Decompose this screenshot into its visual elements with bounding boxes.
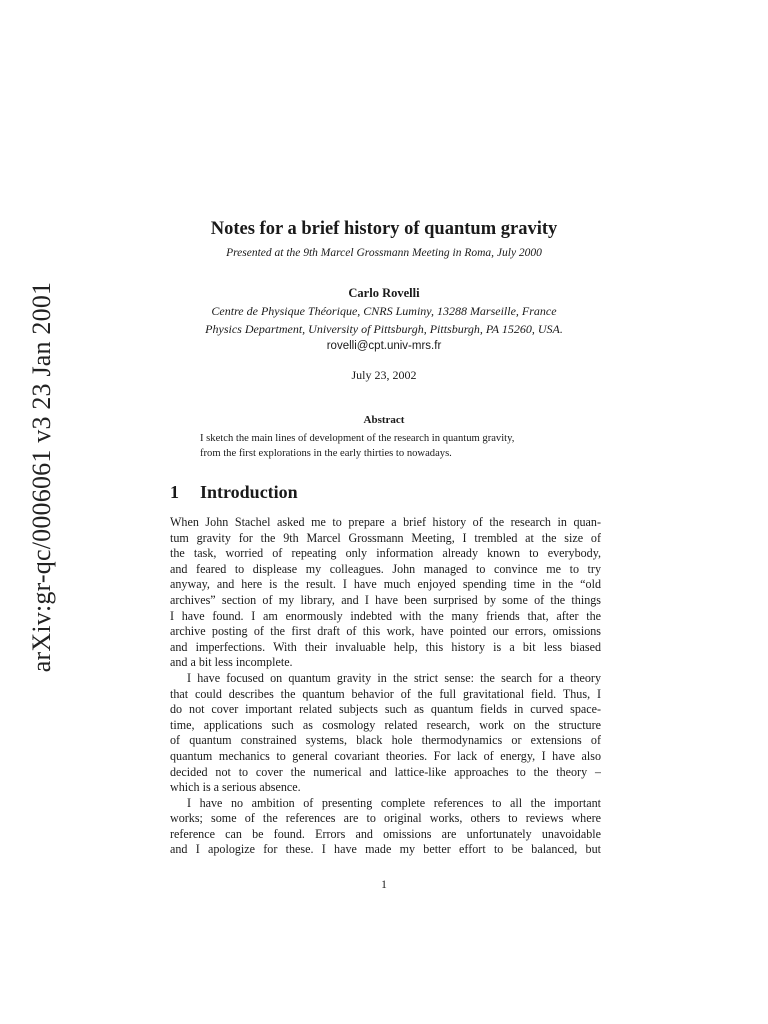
body-line: and a bit less incomplete. xyxy=(170,655,293,670)
body-line: I have no ambition of presenting complete references to all the important xyxy=(187,795,601,810)
body-line: tum gravity for the 9th Marcel Grossmann Meeting, I trembled at the size of xyxy=(170,530,601,545)
body-line: archives” section of my library, and I have been surprised by some of the things xyxy=(170,592,601,607)
author-email: rovelli@cpt.univ-mrs.fr xyxy=(326,340,442,352)
body-line: and feared to displease my colleagues. John managed to convince me to try xyxy=(170,561,601,576)
body-line: and I apologize for these. I have made my better effort to be balanced, but xyxy=(170,842,601,857)
author-affiliation-1: Centre de Physique Théorique, CNRS Luminy, 13288 Marseille, France xyxy=(211,304,557,318)
arxiv-identifier-text: arXiv:gr-qc/0006061 v3 23 Jan 2001 xyxy=(27,281,57,673)
body-line: the task, worried of repeating only information already known to everybody, xyxy=(170,546,601,561)
body-line: time, applications such as cosmology related research, work on the structure xyxy=(170,717,601,732)
body-line: anyway, and here is the result. I have much enjoyed spending time in the “old xyxy=(170,577,601,592)
abstract-line: from the first explorations in the early thirties to nowadays. xyxy=(200,447,452,459)
abstract-body xyxy=(200,432,580,461)
body-line: quantum mechanics to general covariant theories. For lack of energy, I have also xyxy=(170,748,601,763)
body-line: that could describes the quantum behavior of the full gravitational field. Thus, I xyxy=(170,686,601,701)
paper-subtitle: Presented at the 9th Marcel Grossmann Meeting in Roma, July 2000 xyxy=(226,247,542,259)
body-line: I have found. I am enormously indebted with the many friends that, after the xyxy=(170,608,601,623)
abstract-line: I sketch the main lines of development of the research in quantum gravity, xyxy=(200,433,515,444)
body-line: do not cover important related subjects such as quantum fields in curved space- xyxy=(170,702,601,717)
body-line: reference can be found. Errors and omissions are unfortunately unavoidable xyxy=(170,826,601,841)
paper-title: Notes for a brief history of quantum gravity xyxy=(210,219,558,239)
author-affiliation-2: Physics Department, University of Pittsburgh, Pittsburgh, PA 15260, USA. xyxy=(205,322,563,336)
section-number: 1 xyxy=(170,482,179,502)
body-line: When John Stachel asked me to prepare a brief history of the research in quan- xyxy=(170,515,601,529)
body-line: I have focused on quantum gravity in the strict sense: the search for a theory xyxy=(187,670,601,685)
page-number: 1 xyxy=(381,879,387,891)
body-text xyxy=(170,515,601,858)
abstract-heading: Abstract xyxy=(363,414,405,426)
section-title: Introduction xyxy=(200,482,298,502)
body-line: decided not to cover the numerical and lattice-like approaches to the theory – xyxy=(170,764,601,779)
author-name: Carlo Rovelli xyxy=(348,286,420,300)
section-heading xyxy=(170,482,298,503)
body-line: which is a serious absence. xyxy=(170,780,301,795)
body-line: and imperfections. With their invaluable help, this history is a bit less biased xyxy=(170,639,601,654)
body-line: archive posting of the first draft of this work, have pointed our errors, omissions xyxy=(170,624,601,639)
body-line: works; some of the references are to original works, others to reviews where xyxy=(170,811,601,826)
paper-date: July 23, 2002 xyxy=(351,368,417,382)
body-line: of quantum constrained systems, black hole thermodynamics or extensions of xyxy=(170,733,601,748)
